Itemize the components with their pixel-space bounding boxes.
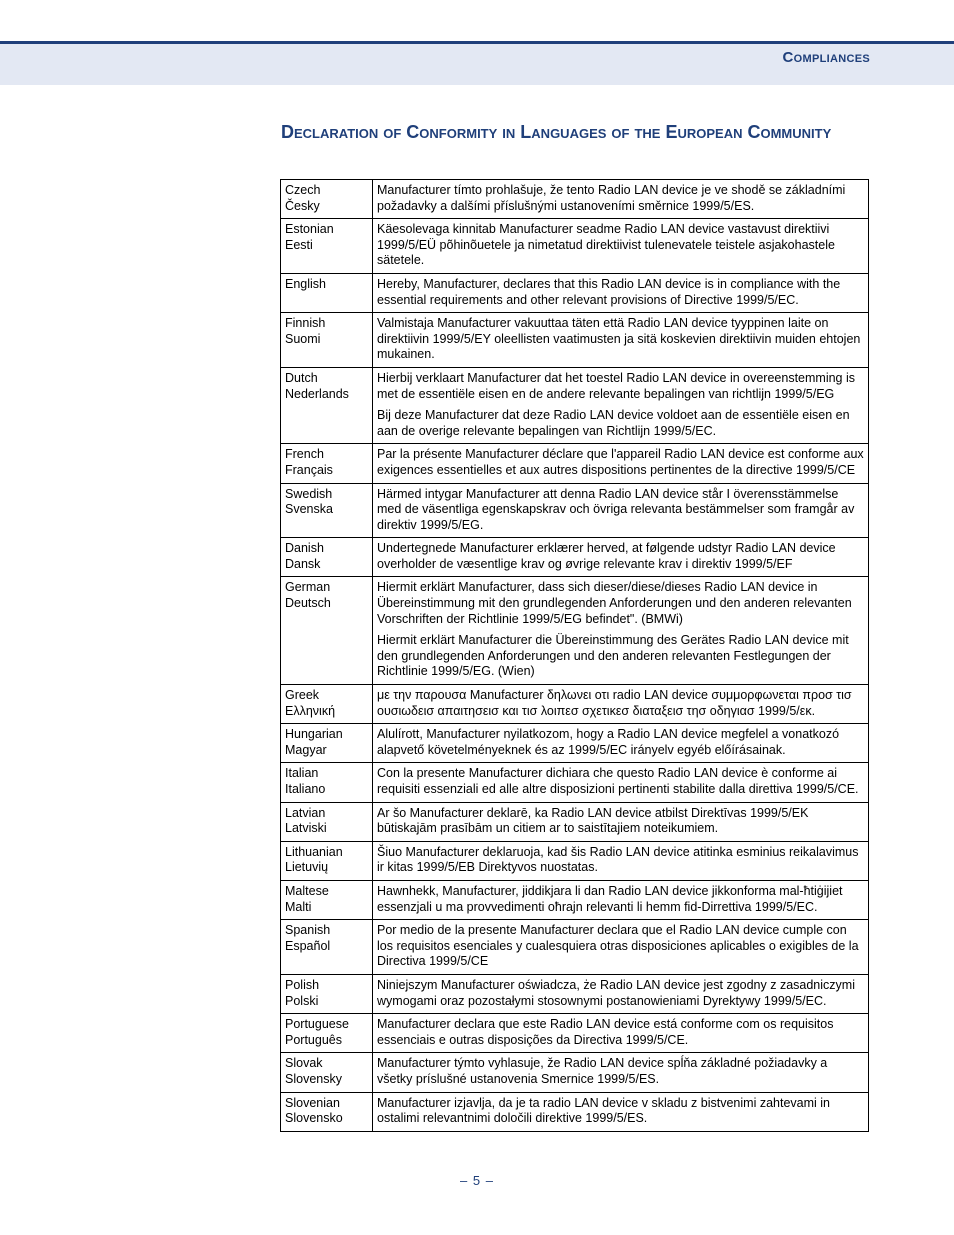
language-cell [281,1014,373,1053]
language-name: Dutch [285,370,318,385]
declaration-cell [373,841,869,880]
language-name: Nederlands [285,386,349,401]
language-cell [281,802,373,841]
declaration-cell [373,920,869,975]
declaration-text: Hiermit erklärt Manufacturer, dass sich dieser/diese/dieses Radio LAN device in Übereinstimmung mit den grundlegenden Anforderungen und den anderen relevanten Vorschriften der Richtlinie 1999/5/EG befindet". (BMWi) [377,580,852,626]
language-name: Latvian [285,805,326,820]
language-name: Polski [285,993,319,1008]
language-name: Malti [285,899,312,914]
language-name: Dansk [285,556,321,571]
language-name: Spanish [285,923,331,938]
language-cell [281,685,373,724]
table-row [281,880,869,919]
declaration-cell [373,1014,869,1053]
language-cell [281,1092,373,1131]
language-name: Portuguese [285,1017,349,1032]
section-heading: Declaration of Conformity in Languages of the European Community [281,122,832,142]
language-cell [281,880,373,919]
language-name: Česky [285,198,320,213]
language-name: Czech [285,183,321,197]
language-cell [281,577,373,685]
language-name: Français [285,462,333,477]
language-name: Português [285,1032,342,1047]
language-cell [281,313,373,368]
table-row [281,920,869,975]
language-name: Eesti [285,237,313,252]
language-name: Suomi [285,331,321,346]
declaration-cell [373,974,869,1013]
language-name: Slovak [285,1056,323,1071]
table-row [281,802,869,841]
table-row [281,273,869,312]
language-name: Ελληνική [285,703,336,718]
table-row [281,483,869,538]
declaration-text: Valmistaja Manufacturer vakuuttaa täten että Radio LAN device tyyppinen laite on direktiivin 1999/5/EY oleellisten vaatimusten ja sitä koskevien direktiivin muiden ehtojen mukainen. [377,316,861,362]
declaration-cell [373,802,869,841]
table-row [281,313,869,368]
page-number: – 5 – [460,1173,494,1188]
declaration-cell [373,724,869,763]
language-name: German [285,580,331,595]
language-cell [281,974,373,1013]
header-title: Compliances [782,49,870,66]
language-name: Hungarian [285,727,343,742]
table-row [281,367,869,443]
declaration-text: Manufacturer izjavlja, da je ta radio LAN device v skladu z bistvenimi zahtevami in ostalimi relevantnimi določili direktive 1999/5/ES. [377,1095,830,1126]
language-cell [281,273,373,312]
language-name: Magyar [285,742,327,757]
language-name: Finnish [285,316,326,331]
table-row [281,724,869,763]
table-row [281,974,869,1013]
table-row [281,538,869,577]
language-cell [281,538,373,577]
language-name: French [285,447,324,462]
language-name: Deutsch [285,596,331,611]
table-row [281,763,869,802]
language-name: Greek [285,688,320,703]
language-cell [281,180,373,219]
language-name: Italian [285,766,319,781]
language-name: Italiano [285,782,326,796]
declaration-text: Undertegnede Manufacturer erklærer herved, at følgende udstyr Radio LAN device overholder de væsentlige krav og øvrige relevante krav i direktiv 1999/5/EF [377,541,836,571]
running-header [0,41,954,85]
declaration-text: με την παρουσα Manufacturer δηλωνει οτι radio LAN device συμμορφωνεται προσ τισ ουσιωδεισ απαιτησεισ και τισ λοιπεσ σχετικεσ διαταξεισ τησ οδηγιασ 1999/5/εκ. [377,688,852,718]
declaration-text: Ar šo Manufacturer deklarē, ka Radio LAN device atbilst Direktīvas 1999/5/EK būtiskajām prasībām un citiem ar to saistītajiem noteikumiem. [377,805,809,836]
table-row [281,1092,869,1131]
table-row [281,1053,869,1092]
language-name: Slovenian [285,1095,340,1110]
language-name: Slovensko [285,1111,343,1126]
language-name: English [285,276,326,291]
declaration-cell [373,577,869,685]
declaration-text: Bij deze Manufacturer dat deze Radio LAN device voldoet aan de essentiële eisen en aan de overige relevante bepalingen van Richtlijn 1999/5/EC. [377,408,850,438]
table-row [281,841,869,880]
declaration-cell [373,313,869,368]
declaration-cell [373,538,869,577]
language-cell [281,920,373,975]
language-name: Swedish [285,486,333,501]
language-cell [281,1053,373,1092]
declaration-table [280,179,869,1132]
declaration-text: Manufacturer týmto vyhlasuje, že Radio LAN device spĺňa základné požiadavky a všetky príslušné ustanovenia Smernice 1999/5/ES. [377,1056,828,1086]
language-name: Lithuanian [285,844,343,859]
declaration-cell [373,444,869,483]
declaration-text: Hawnhekk, Manufacturer, jiddikjara li dan Radio LAN device jikkonforma mal-ħtiġijiet essenzjali u ma provvedimenti oħrajn relevanti li hemm fid-Dirrettiva 1999/5/EC. [377,883,843,914]
declaration-cell [373,483,869,538]
language-cell [281,219,373,274]
table-row [281,1014,869,1053]
table-row [281,180,869,219]
declaration-text: Manufacturer tímto prohlašuje, že tento Radio LAN device je ve shodě se základními požadavky a dalšími příslušnými ustanoveními směrnice 1999/5/ES. [377,183,846,213]
language-cell [281,763,373,802]
declaration-text: Alulírott, Manufacturer nyilatkozom, hogy a Radio LAN device megfelel a vonatkozó alapvető követelményeknek és az 1999/5/EC irányelv egyéb előírásainak. [377,727,840,757]
language-name: Polish [285,977,320,992]
declaration-text: Par la présente Manufacturer déclare que l'appareil Radio LAN device est conforme aux exigences essentielles et aux autres dispositions pertinentes de la directive 1999/5/CE [377,447,864,477]
table-row [281,444,869,483]
declaration-text: Manufacturer declara que este Radio LAN device está conforme com os requisitos essenciais e outras disposições da Directiva 1999/5/CE. [377,1017,834,1047]
language-name: Danish [285,541,324,556]
language-cell [281,483,373,538]
declaration-text: Hierbij verklaart Manufacturer dat het toestel Radio LAN device in overeenstemming is met de essentiële eisen en de andere relevante bepalingen van richtlijn 1999/5/EG [377,370,856,401]
declaration-text: Por medio de la presente Manufacturer declara que el Radio LAN device cumple con los requisitos esenciales y cualesquiera otras disposiciones aplicables o exigibles de la Directiva 1999/5/CE [377,923,859,969]
language-cell [281,724,373,763]
declaration-text: Härmed intygar Manufacturer att denna Radio LAN device står I överensstämmelse med de väsentliga egenskapskrav och övriga relevanta bestämmelser som framgår av direktiv 1999/5/EG. [377,486,855,532]
table-row [281,219,869,274]
declaration-text: Con la presente Manufacturer dichiara che questo Radio LAN device è conforme ai requisiti essenziali ed alle altre disposizioni pertinenti stabilite dalla direttiva 1999/5/CE. [377,766,859,796]
language-name: Slovensky [285,1071,342,1086]
declaration-text: Käesolevaga kinnitab Manufacturer seadme Radio LAN device vastavust direktiivi 1999/5/EÜ põhinõuetele ja nimetatud direktiivist tulenevatele teistele asjakohastele sätetele. [377,222,835,268]
declaration-cell [373,880,869,919]
declaration-text: Niniejszym Manufacturer oświadcza, że Radio LAN device jest zgodny z zasadniczymi wymogami oraz pozostałymi stosownymi postanowieniami Dyrektywy 1999/5/EC. [377,977,855,1008]
declaration-cell [373,685,869,724]
declaration-cell [373,180,869,219]
declaration-cell [373,763,869,802]
language-name: Español [285,938,331,953]
declaration-cell [373,273,869,312]
declaration-cell [373,219,869,274]
language-cell [281,367,373,443]
language-name: Svenska [285,502,333,517]
language-name: Maltese [285,883,329,898]
declaration-cell [373,367,869,443]
language-name: Estonian [285,222,334,237]
declaration-table-body [281,180,869,1132]
declaration-cell [373,1092,869,1131]
declaration-text: Hereby, Manufacturer, declares that this Radio LAN device is in compliance with the essential requirements and other relevant provisions of Directive 1999/5/EC. [377,276,841,307]
table-row [281,577,869,685]
declaration-text: Hiermit erklärt Manufacturer die Übereinstimmung des Gerätes Radio LAN device mit den grundlegenden Anforderungen und den anderen relevanten Festlegungen der Richtlinie 1999/5/EG. (Wien) [377,633,849,679]
declaration-text: Šiuo Manufacturer deklaruoja, kad šis Radio LAN device atitinka esminius reikalavimus ir kitas 1999/5/EB Direktyvos nuostatas. [377,844,859,875]
table-row [281,685,869,724]
language-cell [281,444,373,483]
language-name: Lietuvių [285,860,329,875]
language-name: Latviski [285,821,327,836]
declaration-cell [373,1053,869,1092]
language-cell [281,841,373,880]
